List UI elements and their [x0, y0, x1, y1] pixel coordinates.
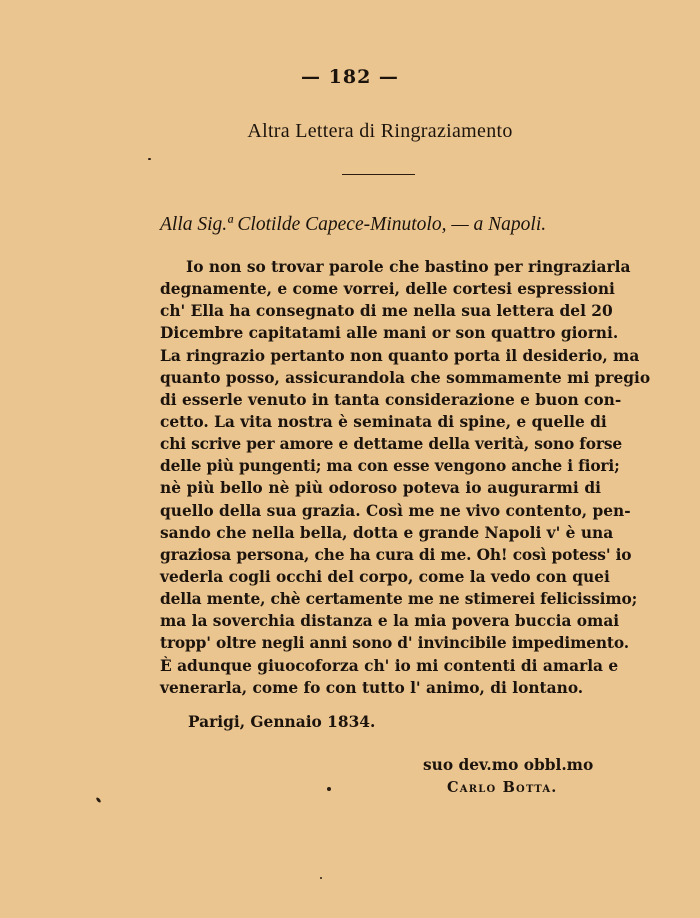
body-line: ch' Ella ha consegnato di me nella sua lettera del 20 — [160, 302, 613, 321]
body-line: Dicembre capitatami alle mani or son quattro giorni. — [160, 324, 619, 343]
body-line: tropp' oltre negli anni sono d' invincibile impedimento. — [160, 634, 629, 653]
ink-speck — [95, 797, 101, 804]
page-number: — 182 — — [301, 66, 399, 88]
signature: Carlo Botta. — [447, 779, 558, 796]
body-line: di esserle venuto in tanta considerazione e buon con- — [160, 390, 622, 409]
body-line: Io non so trovar parole che bastino per ringraziarla — [186, 258, 631, 276]
letter-title: Altra Lettera di Ringraziamento — [247, 120, 513, 142]
body-line: È adunque giuocoforza ch' io mi contenti di amarla e — [160, 656, 619, 675]
body-line: La ringrazio pertanto non quanto porta il desiderio, ma — [160, 346, 640, 365]
body-line: degnamente, e come vorrei, delle cortesi espressioni — [160, 280, 615, 299]
body-line: cetto. La vita nostra è seminata di spine, e quelle di — [160, 412, 607, 431]
body-line: quello della sua grazia. Così me ne vivo contento, pen- — [160, 501, 631, 520]
body-line: sando che nella bella, dotta e grande Napoli v' è una — [160, 523, 614, 542]
body-line: venerarla, come fo con tutto l' animo, di lontano. — [160, 678, 584, 697]
body-line: della mente, chè certamente me ne stimerei felicissimo; — [160, 590, 638, 609]
ink-speck — [327, 787, 331, 791]
title-rule — [342, 174, 415, 175]
ink-speck — [320, 877, 322, 879]
body-line: chi scrive per amore e dettame della verità, sono forse — [160, 435, 622, 454]
body-line: delle più pungenti; ma con esse vengono anche i fiori; — [160, 457, 620, 476]
body-line: graziosa persona, che ha cura di me. Oh! così potess' io — [160, 545, 632, 564]
body-line: vederla cogli occhi del corpo, come la vedo con quei — [160, 567, 610, 586]
body-line: ma la soverchia distanza e la mia povera buccia omai — [160, 612, 620, 631]
closing-formula: suo dev.mo obbl.mo — [423, 756, 594, 774]
ink-speck — [148, 158, 151, 160]
body-line: quanto posso, assicurandola che sommamente mi pregio — [160, 368, 651, 387]
letter-body — [160, 256, 651, 699]
addressee-line: Alla Sig.ª Clotilde Capece-Minutolo, — a Napoli. — [160, 214, 547, 235]
body-line: nè più bello nè più odoroso poteva io augurarmi di — [160, 479, 601, 498]
dateline: Parigi, Gennaio 1834. — [188, 713, 376, 731]
